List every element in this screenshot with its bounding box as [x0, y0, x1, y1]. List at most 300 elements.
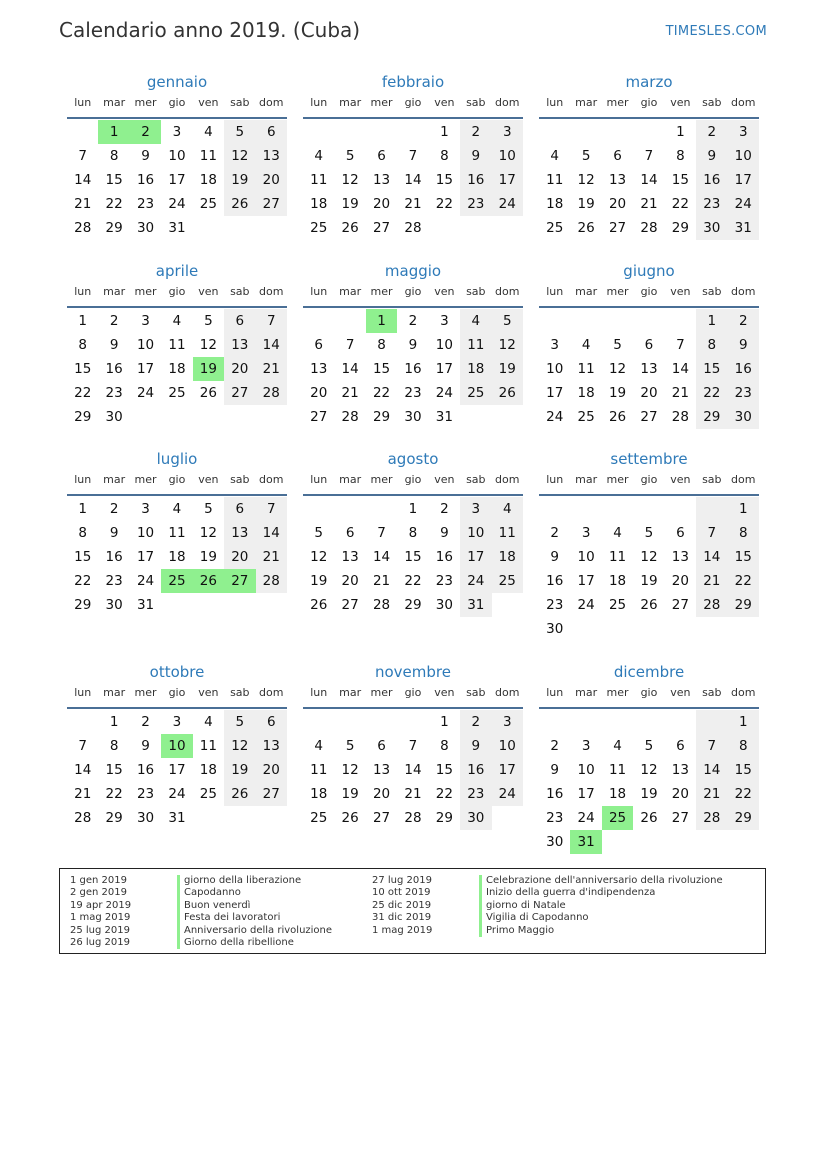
day-cell: 2 — [550, 525, 559, 541]
day-cell: 3 — [492, 120, 523, 144]
empty-cell — [602, 830, 633, 854]
day-cell: 1 — [98, 120, 129, 144]
day-cell: 23 — [105, 385, 123, 401]
weekday-header — [303, 285, 523, 305]
day-cell: 6 — [613, 148, 622, 164]
day-cell: 24 — [546, 409, 564, 425]
legend-holiday-name: Giorno della ribellione — [177, 937, 332, 949]
day-cell: 15 — [372, 361, 391, 377]
day-cell: 25 — [310, 810, 328, 826]
month-block — [539, 261, 759, 429]
day-cell: 26 — [341, 810, 359, 826]
day-cell: 9 — [460, 144, 491, 168]
day-cell: 21 — [256, 357, 287, 381]
day-cell: 16 — [460, 758, 491, 782]
day-cell: 17 — [168, 762, 186, 778]
day-grid — [303, 120, 523, 240]
day-cell: 25 — [602, 806, 633, 830]
weekday-label: ven — [434, 285, 455, 298]
empty-cell — [539, 309, 570, 333]
day-cell: 16 — [728, 357, 759, 381]
day-cell: 19 — [492, 357, 523, 381]
day-cell: 25 — [460, 381, 491, 405]
day-cell: 23 — [435, 573, 453, 589]
day-cell: 4 — [492, 497, 523, 521]
empty-cell — [602, 617, 633, 641]
day-cell: 6 — [676, 738, 685, 754]
day-grid — [67, 710, 287, 830]
day-cell: 28 — [404, 810, 422, 826]
day-cell: 10 — [492, 734, 523, 758]
day-cell: 31 — [168, 810, 186, 826]
empty-cell — [633, 120, 664, 144]
day-cell: 8 — [728, 521, 759, 545]
empty-cell — [366, 120, 397, 144]
day-cell: 19 — [199, 549, 217, 565]
month-block — [303, 72, 523, 240]
empty-cell — [696, 830, 727, 854]
weekday-label: lun — [74, 96, 92, 109]
empty-cell — [161, 593, 192, 617]
weekday-label: gio — [640, 96, 658, 109]
day-cell: 7 — [78, 738, 87, 754]
day-cell: 18 — [168, 549, 186, 565]
day-cell: 28 — [74, 220, 92, 236]
weekday-label: ven — [434, 96, 455, 109]
empty-cell — [67, 120, 98, 144]
day-cell: 26 — [199, 385, 217, 401]
day-cell: 8 — [676, 148, 685, 164]
empty-cell — [193, 405, 224, 429]
day-cell: 6 — [314, 337, 323, 353]
day-cell: 17 — [546, 385, 564, 401]
weekday-label: gio — [168, 285, 186, 298]
day-cell: 1 — [78, 501, 87, 517]
weekday-label: sab — [230, 285, 250, 298]
month-block — [67, 449, 287, 617]
day-cell: 17 — [577, 786, 595, 802]
weekday-label: lun — [546, 285, 564, 298]
weekday-label: gio — [168, 473, 186, 486]
day-cell: 27 — [671, 810, 689, 826]
day-cell: 13 — [256, 144, 287, 168]
day-grid — [67, 309, 287, 429]
empty-cell — [665, 497, 696, 521]
month-block — [67, 662, 287, 830]
day-cell: 16 — [136, 762, 155, 778]
empty-cell — [366, 710, 397, 734]
day-cell: 8 — [440, 148, 449, 164]
weekday-label: gio — [168, 96, 186, 109]
empty-cell — [429, 216, 460, 240]
day-cell: 28 — [256, 381, 287, 405]
day-cell: 31 — [460, 593, 491, 617]
empty-cell — [633, 617, 664, 641]
day-cell: 19 — [224, 758, 255, 782]
day-cell: 8 — [440, 738, 449, 754]
weekday-header — [303, 96, 523, 116]
day-cell: 28 — [256, 569, 287, 593]
weekday-label: lun — [310, 285, 328, 298]
day-cell: 19 — [310, 573, 328, 589]
day-cell: 15 — [435, 172, 453, 188]
day-cell: 10 — [460, 521, 491, 545]
day-cell: 7 — [644, 148, 654, 164]
month-block — [303, 662, 523, 830]
empty-cell — [193, 593, 224, 617]
day-cell: 24 — [577, 810, 595, 826]
day-cell: 5 — [204, 313, 213, 329]
day-cell: 13 — [224, 521, 255, 545]
day-cell: 20 — [640, 385, 658, 401]
legend-date: 1 mag 2019 — [372, 924, 433, 936]
day-cell: 7 — [696, 521, 727, 545]
empty-cell — [256, 593, 287, 617]
weekday-header — [303, 473, 523, 493]
day-cell: 22 — [728, 569, 759, 593]
day-cell: 20 — [341, 573, 359, 589]
empty-cell — [492, 216, 523, 240]
weekday-label: mer — [606, 686, 629, 699]
day-cell: 22 — [435, 196, 453, 212]
day-cell: 11 — [577, 361, 595, 377]
day-cell: 8 — [109, 148, 119, 164]
day-cell: 4 — [314, 738, 323, 754]
day-cell: 23 — [105, 573, 123, 589]
day-cell: 3 — [172, 124, 182, 140]
day-cell: 14 — [341, 361, 359, 377]
day-cell: 30 — [546, 834, 564, 850]
day-cell: 8 — [696, 333, 727, 357]
weekday-label: dom — [495, 686, 520, 699]
empty-cell — [492, 806, 523, 830]
weekday-header — [67, 473, 287, 493]
legend-right-dates — [372, 875, 432, 937]
day-cell: 8 — [408, 525, 418, 541]
weekday-label: mer — [134, 686, 157, 699]
day-cell: 13 — [341, 549, 359, 565]
day-cell: 26 — [640, 597, 658, 613]
day-cell: 19 — [341, 786, 359, 802]
day-cell: 9 — [696, 144, 727, 168]
header-rule — [539, 494, 759, 496]
day-cell: 22 — [435, 786, 453, 802]
day-cell: 26 — [193, 569, 224, 593]
weekday-label: lun — [546, 473, 564, 486]
legend-date: 31 dic 2019 — [372, 912, 432, 924]
legend-date: 26 lug 2019 — [70, 937, 130, 949]
weekday-label: mar — [103, 96, 126, 109]
day-cell: 21 — [256, 545, 287, 569]
header-rule — [539, 707, 759, 709]
day-cell: 24 — [168, 786, 186, 802]
day-cell: 8 — [78, 337, 87, 353]
day-cell: 14 — [74, 172, 92, 188]
day-cell: 22 — [404, 573, 422, 589]
weekday-label: dom — [495, 473, 520, 486]
month-block — [67, 72, 287, 240]
weekday-label: ven — [198, 686, 219, 699]
day-cell: 23 — [136, 786, 155, 802]
empty-cell — [570, 309, 601, 333]
empty-cell — [539, 710, 570, 734]
weekday-label: sab — [466, 285, 486, 298]
day-cell: 28 — [372, 597, 391, 613]
day-cell: 12 — [199, 525, 217, 541]
day-cell: 6 — [644, 337, 654, 353]
day-cell: 20 — [224, 545, 255, 569]
day-cell: 25 — [577, 409, 595, 425]
empty-cell — [539, 497, 570, 521]
day-cell: 27 — [640, 409, 658, 425]
day-cell: 21 — [341, 385, 359, 401]
day-cell: 15 — [671, 172, 689, 188]
day-cell: 19 — [193, 357, 224, 381]
day-cell: 6 — [377, 738, 386, 754]
day-cell: 19 — [224, 168, 255, 192]
day-cell: 24 — [577, 597, 595, 613]
day-cell: 18 — [492, 545, 523, 569]
day-cell: 17 — [492, 168, 523, 192]
day-cell: 1 — [728, 710, 759, 734]
day-cell: 29 — [105, 220, 123, 236]
day-cell: 8 — [78, 525, 87, 541]
day-cell: 17 — [460, 545, 491, 569]
day-cell: 28 — [671, 409, 689, 425]
day-cell: 12 — [492, 333, 523, 357]
legend-left-dates — [70, 875, 131, 949]
weekday-label: gio — [404, 473, 422, 486]
day-cell: 6 — [377, 148, 386, 164]
empty-cell — [397, 120, 428, 144]
day-cell: 2 — [460, 710, 491, 734]
day-cell: 20 — [608, 196, 627, 212]
day-cell: 22 — [696, 381, 727, 405]
day-grid — [303, 497, 523, 617]
day-cell: 14 — [640, 172, 658, 188]
day-cell: 9 — [109, 337, 119, 353]
header-rule — [67, 306, 287, 308]
day-cell: 17 — [492, 758, 523, 782]
day-cell: 13 — [224, 333, 255, 357]
day-cell: 23 — [136, 196, 155, 212]
header-rule — [67, 707, 287, 709]
holiday-legend — [59, 868, 766, 954]
day-cell: 19 — [577, 196, 595, 212]
day-cell: 10 — [161, 734, 192, 758]
day-cell: 24 — [492, 192, 523, 216]
weekday-label: ven — [198, 96, 219, 109]
day-cell: 30 — [696, 216, 727, 240]
legend-holiday-name: Inizio della guerra d'indipendenza — [479, 887, 723, 899]
day-cell: 25 — [608, 597, 627, 613]
legend-holiday-name: giorno di Natale — [479, 900, 723, 912]
day-cell: 19 — [608, 385, 627, 401]
day-cell: 17 — [577, 573, 595, 589]
day-cell: 28 — [640, 220, 658, 236]
day-cell: 12 — [577, 172, 595, 188]
weekday-label: mer — [134, 96, 157, 109]
day-cell: 4 — [581, 337, 591, 353]
day-cell: 29 — [435, 810, 453, 826]
header-rule — [539, 117, 759, 119]
day-cell: 30 — [136, 220, 155, 236]
day-cell: 30 — [105, 597, 123, 613]
day-cell: 6 — [224, 309, 255, 333]
weekday-label: gio — [404, 686, 422, 699]
day-cell: 27 — [608, 220, 627, 236]
weekday-label: mar — [575, 686, 598, 699]
day-cell: 5 — [581, 148, 591, 164]
day-cell: 31 — [570, 830, 601, 854]
day-cell: 4 — [172, 313, 182, 329]
day-cell: 19 — [640, 786, 658, 802]
day-cell: 15 — [74, 549, 92, 565]
weekday-label: sab — [702, 285, 722, 298]
day-cell: 23 — [696, 192, 727, 216]
empty-cell — [397, 710, 428, 734]
day-cell: 29 — [696, 405, 727, 429]
empty-cell — [602, 120, 633, 144]
day-cell: 14 — [74, 762, 92, 778]
day-cell: 16 — [404, 361, 422, 377]
day-cell: 11 — [546, 172, 564, 188]
weekday-label: gio — [640, 473, 658, 486]
empty-cell — [728, 830, 759, 854]
weekday-label: mar — [103, 686, 126, 699]
weekday-label: ven — [670, 686, 691, 699]
empty-cell — [303, 710, 334, 734]
month-block — [303, 449, 523, 617]
day-cell: 22 — [74, 573, 92, 589]
day-cell: 2 — [460, 120, 491, 144]
page-title: Calendario anno 2019. (Cuba) — [59, 18, 361, 42]
day-cell: 29 — [671, 220, 689, 236]
day-cell: 14 — [404, 172, 422, 188]
day-cell: 6 — [676, 525, 685, 541]
weekday-label: sab — [702, 686, 722, 699]
weekday-label: sab — [702, 473, 722, 486]
day-cell: 13 — [640, 361, 658, 377]
day-cell: 15 — [105, 172, 123, 188]
day-cell: 20 — [310, 385, 328, 401]
weekday-label: mer — [134, 285, 157, 298]
empty-cell — [696, 710, 727, 734]
weekday-label: mar — [103, 285, 126, 298]
day-cell: 7 — [256, 497, 287, 521]
brand-logo[interactable]: TIMESLES.COM — [665, 24, 767, 39]
day-cell: 7 — [256, 309, 287, 333]
month-name: febbraio — [381, 73, 445, 91]
day-cell: 12 — [640, 762, 658, 778]
day-cell: 16 — [435, 549, 453, 565]
weekday-label: lun — [74, 285, 92, 298]
day-cell: 1 — [696, 309, 727, 333]
day-cell: 25 — [492, 569, 523, 593]
day-cell: 20 — [256, 168, 287, 192]
day-cell: 11 — [168, 337, 186, 353]
day-cell: 23 — [404, 385, 422, 401]
day-cell: 22 — [372, 385, 391, 401]
day-cell: 15 — [435, 762, 453, 778]
empty-cell — [570, 710, 601, 734]
weekday-header — [539, 96, 759, 116]
legend-holiday-name: Festa dei lavoratori — [177, 912, 332, 924]
header-rule — [303, 707, 523, 709]
day-cell: 5 — [644, 738, 654, 754]
day-cell: 24 — [460, 569, 491, 593]
weekday-label: dom — [731, 686, 756, 699]
day-cell: 31 — [435, 409, 453, 425]
empty-cell — [665, 710, 696, 734]
day-cell: 26 — [341, 220, 359, 236]
weekday-label: sab — [230, 686, 250, 699]
day-cell: 16 — [105, 549, 123, 565]
day-cell: 24 — [136, 385, 155, 401]
empty-cell — [303, 309, 334, 333]
day-grid — [539, 497, 759, 641]
legend-date: 19 apr 2019 — [70, 899, 132, 911]
day-cell: 27 — [372, 220, 391, 236]
day-cell: 15 — [728, 758, 759, 782]
day-cell: 27 — [256, 782, 287, 806]
day-cell: 26 — [492, 381, 523, 405]
day-cell: 15 — [105, 762, 123, 778]
day-grid — [67, 497, 287, 617]
month-name: marzo — [625, 73, 673, 91]
day-cell: 5 — [314, 525, 323, 541]
day-cell: 18 — [168, 361, 186, 377]
weekday-label: mer — [606, 473, 629, 486]
weekday-label: ven — [198, 473, 219, 486]
empty-cell — [224, 405, 255, 429]
day-cell: 4 — [550, 148, 559, 164]
day-cell: 3 — [141, 501, 150, 517]
legend-holiday-name: Anniversario della rivoluzione — [177, 925, 332, 937]
legend-holiday-name: giorno della liberazione — [177, 875, 332, 887]
empty-cell — [224, 216, 255, 240]
day-cell: 14 — [404, 762, 422, 778]
day-cell: 21 — [640, 196, 658, 212]
day-cell: 30 — [105, 409, 123, 425]
day-cell: 1 — [440, 124, 449, 140]
empty-cell — [224, 593, 255, 617]
day-cell: 24 — [728, 192, 759, 216]
day-cell: 26 — [577, 220, 595, 236]
weekday-label: mar — [575, 473, 598, 486]
day-cell: 10 — [168, 148, 186, 164]
legend-date: 1 gen 2019 — [70, 875, 128, 886]
day-cell: 28 — [696, 806, 727, 830]
day-cell: 18 — [199, 762, 217, 778]
weekday-label: sab — [230, 96, 250, 109]
day-cell: 5 — [345, 738, 355, 754]
weekday-label: mar — [103, 473, 126, 486]
empty-cell — [665, 830, 696, 854]
day-cell: 10 — [492, 144, 523, 168]
day-cell: 30 — [136, 810, 155, 826]
weekday-label: sab — [702, 96, 722, 109]
weekday-label: mar — [575, 96, 598, 109]
day-cell: 11 — [608, 549, 627, 565]
day-cell: 28 — [74, 810, 92, 826]
day-cell: 9 — [440, 525, 449, 541]
weekday-label: lun — [546, 686, 564, 699]
legend-holiday-name: Primo Maggio — [479, 925, 723, 937]
empty-cell — [570, 497, 601, 521]
empty-cell — [570, 120, 601, 144]
day-cell: 2 — [550, 738, 559, 754]
